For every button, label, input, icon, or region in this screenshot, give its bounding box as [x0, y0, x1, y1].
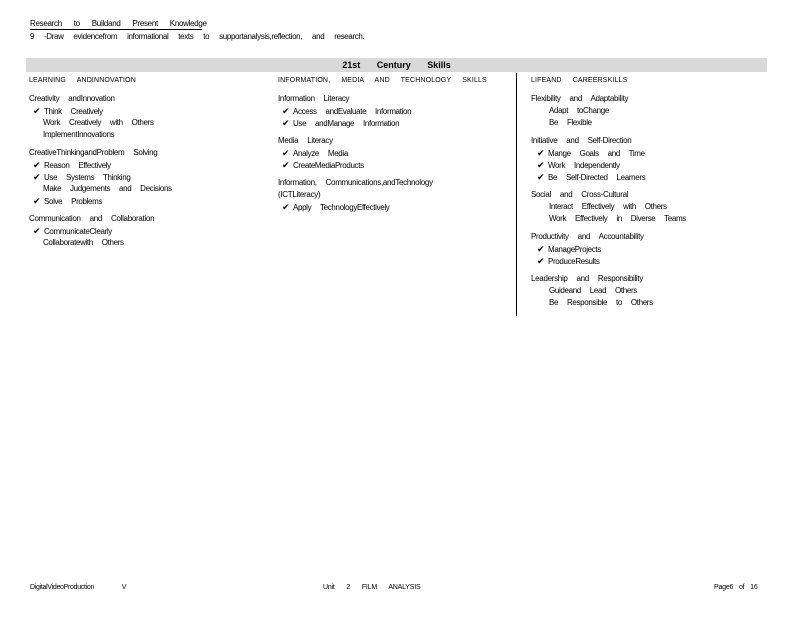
skill-group-leadership-and-responsibility: [531, 273, 771, 309]
skill-item: [531, 117, 771, 129]
skill-item: [278, 147, 518, 159]
skills-banner: [26, 58, 767, 72]
skill-item-label: Guideand Lead Others: [549, 286, 637, 295]
skill-item-label: CreateMediaProducts: [293, 161, 364, 170]
skill-group-title: Leadership and Responsibility: [531, 274, 644, 283]
skill-item: [278, 105, 518, 117]
skill-item: [278, 117, 518, 129]
skill-group-information-communications-andtechnology: [278, 177, 518, 213]
skill-item-label: Solve Problems: [44, 197, 103, 206]
skills-banner-title: 21st Century Skills: [342, 60, 451, 70]
skill-item-label: CommunicateClearly: [44, 227, 112, 236]
check-mark-icon: ✔: [282, 202, 290, 212]
skill-item-label: Make Judgements and Decisions: [43, 184, 172, 193]
skill-item: [29, 171, 269, 183]
skill-item-label: Interact Effectively with Others: [549, 202, 667, 211]
skill-item-label: Be Self-Directed Learners: [548, 173, 646, 182]
skill-group-creativity-andinnovation: [29, 93, 269, 141]
skill-item-label: Collaboratewith Others: [43, 238, 124, 247]
column-learning-innovation: [29, 75, 269, 249]
skill-group-title-line2: (ICTLiteracy): [278, 190, 321, 199]
skill-item-label: Analyze Media: [293, 149, 348, 158]
skill-item: [531, 285, 771, 297]
skill-group-title: Flexibility and Adaptability: [531, 94, 629, 103]
footer-page: Page6 of 16: [714, 584, 758, 591]
skill-group-title: Creativity andInnovation: [29, 94, 115, 103]
skill-group-title: Information, Communications,andTechnology: [278, 178, 433, 187]
skill-group-title: Communication and Collaboration: [29, 214, 155, 223]
skill-item-label: Use andManage Information: [293, 119, 400, 128]
skill-item: [531, 297, 771, 309]
skill-group-title: Social and Cross-Cultural: [531, 190, 629, 199]
column-heading: INFORMATION, MEDIA AND TECHNOLOGY SKILLS: [278, 77, 487, 84]
column-heading: LEARNING ANDINNOVATION: [29, 77, 136, 84]
check-mark-icon: ✔: [282, 106, 290, 116]
skill-item-label: Think Creatively: [44, 107, 103, 116]
skill-item: [531, 201, 771, 213]
skill-item: [29, 117, 269, 129]
column-divider: [516, 73, 517, 316]
skill-group-creativethinkingandproblem-solving: [29, 147, 269, 207]
check-mark-icon: ✔: [537, 172, 545, 182]
skill-item: [29, 159, 269, 171]
skill-item: [29, 183, 269, 195]
skill-group-communication-and-collaboration: [29, 213, 269, 249]
skill-group-title: Information Literacy: [278, 94, 350, 103]
check-mark-icon: ✔: [282, 118, 290, 128]
skill-group-media-literacy: [278, 135, 518, 171]
skill-item-label: Apply TechnologyEffectively: [293, 203, 390, 212]
skill-item: [531, 213, 771, 225]
skill-group-flexibility-and-adaptability: [531, 93, 771, 129]
check-mark-icon: ✔: [537, 244, 545, 254]
skill-item: [531, 243, 771, 255]
footer-unit: Unit 2 FILM ANALYSIS: [323, 584, 421, 591]
skill-item: [278, 159, 518, 171]
skill-item: [29, 237, 269, 249]
skill-item: [531, 171, 771, 183]
skill-item: [531, 147, 771, 159]
skill-item-label: Be Flexible: [549, 118, 592, 127]
check-mark-icon: ✔: [33, 226, 41, 236]
skill-item-label: Work Effectively in Diverse Teams: [549, 214, 686, 223]
skill-item-label: Be Responsible to Others: [549, 298, 653, 307]
standard-title: Research to Buildand Present Knowledge: [30, 19, 207, 28]
skill-item: [29, 129, 269, 141]
check-mark-icon: ✔: [282, 160, 290, 170]
skill-item-label: Adapt toChange: [549, 106, 609, 115]
check-mark-icon: ✔: [282, 148, 290, 158]
skill-group-social-and-cross-cultural: [531, 189, 771, 225]
check-mark-icon: ✔: [33, 160, 41, 170]
skill-item: [29, 105, 269, 117]
column-life-career: [531, 75, 771, 309]
check-mark-icon: ✔: [537, 160, 545, 170]
column-heading: LIFEAND CAREERSKILLS: [531, 77, 628, 84]
standard-text: 9 -Draw evidencefrom informational texts to supportanalysis,reflection, and research.: [30, 32, 365, 41]
skill-item: [531, 159, 771, 171]
check-mark-icon: ✔: [537, 148, 545, 158]
skill-item: [531, 105, 771, 117]
check-mark-icon: ✔: [33, 196, 41, 206]
skill-item-label: Mange Goals and Time: [548, 149, 645, 158]
skill-item: [29, 225, 269, 237]
check-mark-icon: ✔: [33, 172, 41, 182]
footer-course: DigitalVideoProduction V: [30, 584, 127, 591]
skill-item: [278, 201, 518, 213]
skill-item-label: Use Systems Thinking: [44, 173, 131, 182]
skill-item-label: ManageProjects: [548, 245, 601, 254]
skill-group-title: Productivity and Accountability: [531, 232, 644, 241]
skill-group-title: Media Literacy: [278, 136, 333, 145]
skill-item: [29, 195, 269, 207]
check-mark-icon: ✔: [33, 106, 41, 116]
column-information-media-technology: [278, 75, 518, 213]
skill-group-initiative-and-self-direction: [531, 135, 771, 183]
skill-item-label: Access andEvaluate Information: [293, 107, 412, 116]
skill-item: [531, 255, 771, 267]
skill-group-productivity-and-accountability: [531, 231, 771, 267]
skill-item-label: Work Independently: [548, 161, 620, 170]
skill-group-title: CreativeThinkingandProblem Solving: [29, 148, 158, 157]
skill-item-label: ProduceResults: [548, 257, 600, 266]
skill-group-information-literacy: [278, 93, 518, 129]
skill-item-label: ImplementInnovations: [43, 130, 115, 139]
skill-item-label: Reason Effectively: [44, 161, 111, 170]
check-mark-icon: ✔: [537, 256, 545, 266]
skill-group-title: Initiative and Self-Direction: [531, 136, 632, 145]
skill-item-label: Work Creatively with Others: [43, 118, 154, 127]
